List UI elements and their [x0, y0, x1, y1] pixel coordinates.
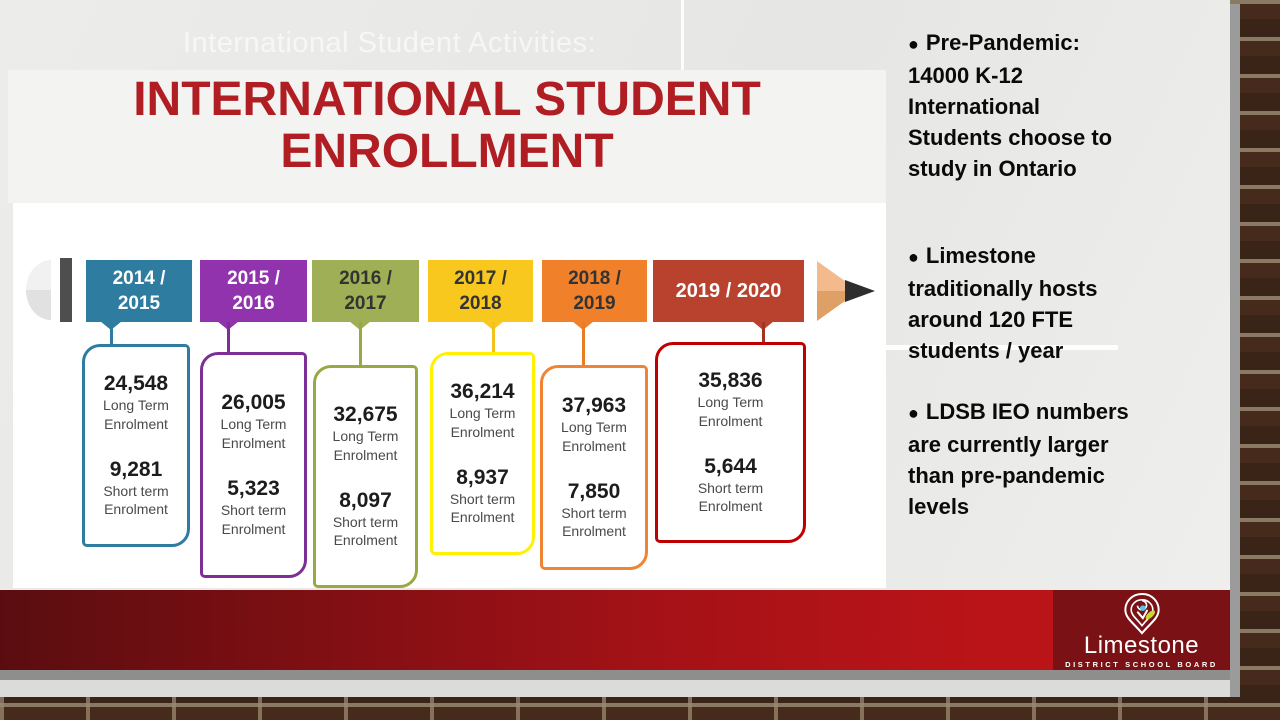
pencil-ferrule-icon	[60, 258, 72, 322]
short-term-value: 7,850	[567, 479, 621, 503]
long-term-label: Long Term Enrolment	[103, 396, 169, 432]
year-box	[312, 260, 419, 322]
short-term-value: 5,323	[227, 477, 280, 500]
year-label: 2017 / 2018	[454, 267, 507, 314]
logo-name: Limestone	[1083, 632, 1200, 659]
long-term-group	[333, 403, 399, 465]
sidebar-bullet-limestone-fte: ● Limestone traditionally hosts around 120 FTE students / year	[908, 243, 1098, 363]
long-term-group	[698, 369, 764, 431]
enrolment-callout	[200, 352, 307, 578]
short-term-label: Short term Enrolment	[449, 490, 516, 526]
long-term-group	[561, 394, 627, 456]
limestone-pin-icon	[1117, 592, 1167, 636]
page-title-line2: ENROLLMENT	[280, 124, 614, 178]
long-term-label: Long Term Enrolment	[449, 404, 516, 440]
year-label: 2019 / 2020	[675, 279, 782, 302]
timeline-chart	[13, 203, 886, 588]
bullet-icon: ●	[908, 403, 919, 423]
pencil-eraser-icon	[26, 260, 51, 320]
enrolment-callout	[313, 365, 418, 588]
pencil-tip-point-icon	[845, 280, 875, 302]
short-term-group	[221, 477, 286, 539]
short-term-label: Short term Enrolment	[561, 504, 627, 540]
year-label: 2016 / 2017	[339, 267, 392, 314]
year-box	[428, 260, 533, 322]
short-term-group	[333, 489, 398, 551]
footer-red-bar	[0, 590, 1230, 670]
long-term-group	[103, 372, 169, 434]
long-term-value: 32,675	[333, 402, 398, 426]
bullet-icon: ●	[908, 34, 919, 54]
long-term-value: 26,005	[221, 391, 286, 415]
short-term-group	[561, 480, 626, 542]
footer-bar-shadow	[0, 670, 1230, 680]
sidebar-bullet-pre-pandemic: ● Pre-Pandemic: 14000 K-12 International Students choose to study in Ontario	[908, 30, 1113, 181]
long-term-value: 35,836	[698, 368, 763, 392]
long-term-label: Long Term Enrolment	[220, 416, 287, 452]
paper-bottom-strip	[0, 680, 1230, 697]
decorative-vertical-line	[681, 0, 684, 70]
short-term-value: 8,937	[456, 465, 509, 489]
limestone-logo	[1053, 590, 1230, 670]
enrolment-callout	[430, 352, 535, 555]
year-box	[653, 260, 804, 322]
long-term-value: 24,548	[103, 371, 169, 395]
year-box	[200, 260, 307, 322]
short-term-group	[450, 466, 515, 528]
long-term-group	[221, 391, 287, 453]
long-term-value: 36,214	[450, 379, 515, 403]
slide-kicker: International Student Activities:	[183, 27, 597, 59]
enrolment-callout	[82, 344, 190, 547]
bullet-icon: ●	[908, 247, 919, 267]
short-term-label: Short term Enrolment	[220, 502, 287, 537]
sidebar-notes	[908, 0, 1164, 590]
enrolment-callout	[655, 342, 806, 543]
short-term-label: Short term Enrolment	[697, 479, 764, 515]
year-label: 2015 / 2016	[227, 267, 280, 314]
year-box	[86, 260, 192, 322]
year-label: 2018 / 2019	[568, 267, 621, 314]
logo-subtitle: DISTRICT SCHOOL BOARD	[1065, 660, 1218, 669]
long-term-group	[450, 380, 516, 442]
long-term-label: Long Term Enrolment	[332, 427, 399, 463]
short-term-label: Short term Enrolment	[103, 482, 169, 518]
year-box	[542, 260, 647, 322]
short-term-group	[698, 455, 763, 517]
short-term-value: 9,281	[109, 457, 163, 481]
long-term-label: Long Term Enrolment	[561, 418, 627, 454]
page-title	[8, 74, 886, 178]
page-title-line1: INTERNATIONAL STUDENT	[133, 73, 761, 126]
sidebar-bullet-ldsb-ieo: ● LDSB IEO numbers are currently larger than pre-pandemic levels	[908, 399, 1129, 519]
long-term-value: 37,963	[561, 393, 627, 417]
short-term-group	[103, 458, 168, 520]
short-term-label: Short term Enrolment	[332, 513, 399, 549]
year-label: 2014 / 2015	[112, 267, 166, 314]
paper-right-shadow	[1230, 4, 1240, 697]
long-term-label: Long Term Enrolment	[697, 393, 764, 429]
short-term-value: 5,644	[704, 454, 757, 478]
short-term-value: 8,097	[339, 488, 392, 512]
enrolment-callout	[540, 365, 648, 570]
